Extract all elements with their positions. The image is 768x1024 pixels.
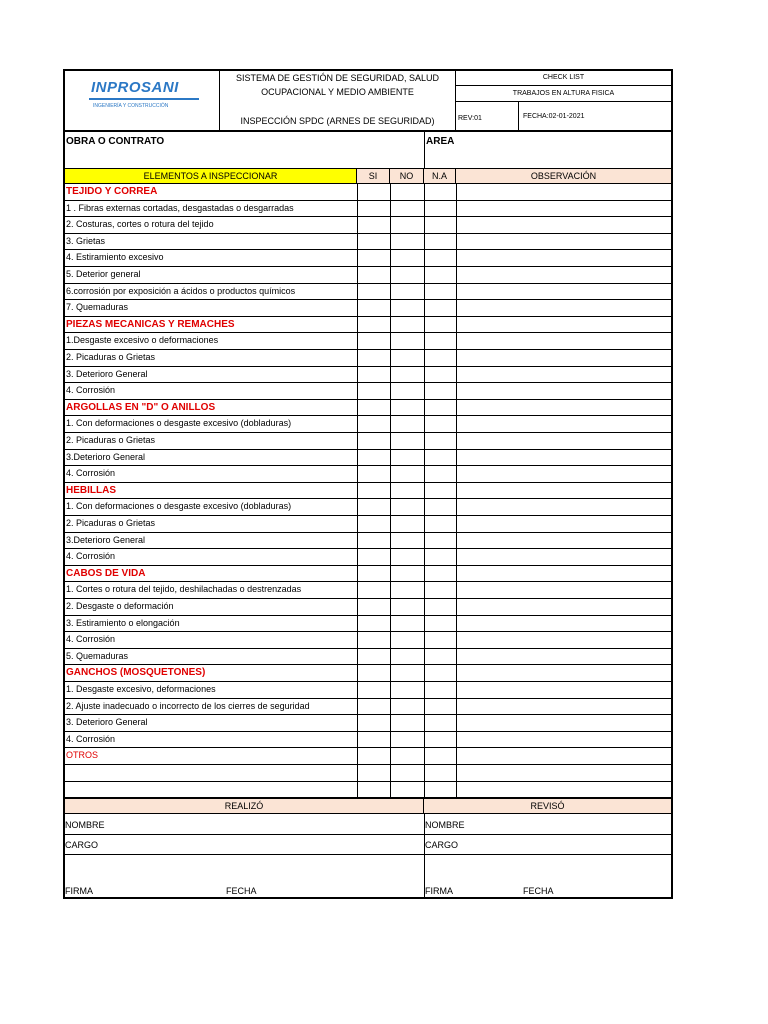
table-row [63, 267, 673, 284]
table-row [63, 582, 673, 599]
check-cell-no[interactable] [390, 383, 391, 399]
observation-cell[interactable] [456, 765, 457, 781]
check-cell-si[interactable] [357, 765, 358, 781]
check-cell-na[interactable] [424, 217, 425, 233]
check-cell-na[interactable] [424, 284, 425, 300]
checklist-item: 2. Picaduras o Grietas [66, 352, 156, 362]
check-cell-si[interactable] [357, 616, 358, 632]
table-row [63, 748, 673, 765]
check-cell-si[interactable] [357, 466, 358, 482]
check-cell-na[interactable] [424, 250, 425, 266]
observation-cell[interactable] [456, 582, 457, 598]
check-cell-no[interactable] [390, 649, 391, 665]
check-cell-na[interactable] [424, 782, 425, 798]
observation-cell[interactable] [456, 715, 457, 731]
check-cell-no[interactable] [390, 267, 391, 283]
observation-cell[interactable] [456, 367, 457, 383]
section-row [63, 665, 673, 682]
checklist-item: 1. Desgaste excesivo, deformaciones [66, 684, 216, 694]
observation-cell[interactable] [456, 632, 457, 648]
check-cell-si[interactable] [357, 665, 358, 681]
check-cell-no[interactable] [390, 234, 391, 250]
checklist-item: 3. Deterioro General [66, 368, 148, 379]
observation-cell[interactable] [456, 250, 457, 266]
section-row [63, 566, 673, 583]
check-cell-na[interactable] [424, 549, 425, 565]
check-cell-no[interactable] [390, 516, 391, 532]
fecha-label-left: FECHA [226, 886, 257, 897]
table-row [63, 533, 673, 550]
check-cell-no[interactable] [390, 582, 391, 598]
observation-cell[interactable] [456, 400, 457, 416]
check-cell-si[interactable] [357, 317, 358, 333]
check-cell-na[interactable] [424, 533, 425, 549]
footer-hline2 [65, 854, 671, 855]
checklist-item: 3. Estiramiento o elongación [66, 617, 180, 628]
footer-hline1 [65, 834, 671, 835]
check-cell-no[interactable] [390, 616, 391, 632]
observation-cell[interactable] [456, 466, 457, 482]
check-cell-si[interactable] [357, 350, 358, 366]
area-label: AREA [426, 136, 455, 147]
observation-cell[interactable] [456, 665, 457, 681]
check-cell-na[interactable] [424, 184, 425, 200]
check-cell-no[interactable] [390, 566, 391, 582]
table-row [63, 383, 673, 400]
checklist-item: 1. Con deformaciones o desgaste excesivo (dobladuras) [66, 501, 292, 512]
check-cell-na[interactable] [424, 715, 425, 731]
observation-cell[interactable] [456, 217, 457, 233]
check-cell-no[interactable] [390, 416, 391, 432]
table-row [63, 450, 673, 467]
header-right-hline1 [455, 85, 671, 86]
table-row [63, 599, 673, 616]
checklist-item: 5. Deterior general [66, 269, 141, 279]
observation-cell[interactable] [456, 350, 457, 366]
observation-cell[interactable] [456, 433, 457, 449]
check-cell-si[interactable] [357, 300, 358, 316]
table-row [63, 416, 673, 433]
checklist-item: 2. Ajuste inadecuado o incorrecto de los cierres de seguridad [66, 700, 310, 711]
col-observacion: OBSERVACIÓN [456, 169, 671, 183]
check-cell-si[interactable] [357, 284, 358, 300]
check-cell-si[interactable] [357, 533, 358, 549]
firma-label-left: FIRMA [65, 886, 93, 897]
check-cell-si[interactable] [357, 748, 358, 764]
rev-label: REV:01 [458, 115, 482, 122]
checklist-item: 1 . Fibras externas cortadas, desgastadas o desgarradas [66, 202, 294, 213]
checklist-item: 2. Picaduras o Grietas [66, 435, 156, 445]
observation-cell[interactable] [456, 267, 457, 283]
observation-cell[interactable] [456, 566, 457, 582]
checklist-item: 1. Con deformaciones o desgaste excesivo (dobladuras) [66, 418, 292, 429]
table-row [63, 217, 673, 234]
rev-divider [518, 102, 519, 130]
cargo-label-right: CARGO [425, 840, 459, 851]
logo-name: INPROSANI [91, 79, 179, 96]
obra-area-divider [424, 132, 425, 168]
table-row [63, 201, 673, 218]
section-row [63, 184, 673, 201]
check-cell-na[interactable] [424, 333, 425, 349]
checklist-item: 4. Corrosión [66, 468, 116, 479]
table-row [63, 699, 673, 716]
check-cell-si[interactable] [357, 715, 358, 731]
check-cell-si[interactable] [357, 367, 358, 383]
checklist-item: 2. Picaduras o Grietas [66, 518, 156, 528]
nombre-label-right: NOMBRE [425, 820, 465, 831]
section-row [63, 317, 673, 334]
check-cell-no[interactable] [390, 665, 391, 681]
realizo-header: REALIZÓ [65, 799, 424, 814]
logo-tagline: INGENIERÍA Y CONSTRUCCIÓN [93, 103, 169, 109]
section-row [63, 483, 673, 500]
observation-cell[interactable] [456, 748, 457, 764]
check-cell-si[interactable] [357, 184, 358, 200]
check-cell-si[interactable] [357, 217, 358, 233]
inspection-title: INSPECCIÓN SPDC (ARNES DE SEGURIDAD) [240, 116, 435, 126]
checklist-item: 1. Cortes o rotura del tejido, deshilachadas o destrenzadas [66, 584, 302, 595]
nombre-label-left: NOMBRE [65, 820, 105, 831]
check-cell-na[interactable] [424, 632, 425, 648]
check-cell-na[interactable] [424, 416, 425, 432]
section-title: ARGOLLAS EN "D" O ANILLOS [66, 401, 216, 413]
check-cell-na[interactable] [424, 450, 425, 466]
check-cell-na[interactable] [424, 665, 425, 681]
checklist-item: 3. Deterioro General [66, 717, 148, 728]
check-cell-na[interactable] [424, 649, 425, 665]
check-cell-no[interactable] [390, 333, 391, 349]
cargo-label-left: CARGO [65, 840, 99, 851]
check-list-label: CHECK LIST [542, 74, 585, 81]
checklist-item: 2. Costuras, cortes o rotura del tejido [66, 219, 214, 230]
checklist-item: 3.Deterioro General [66, 534, 146, 545]
check-cell-si[interactable] [357, 632, 358, 648]
check-cell-si[interactable] [357, 383, 358, 399]
checklist-item: 2. Desgaste o deformación [66, 601, 174, 611]
table-row [63, 234, 673, 251]
check-cell-na[interactable] [424, 383, 425, 399]
date-label: FECHA:02-01-2021 [523, 113, 585, 120]
observation-cell[interactable] [456, 732, 457, 748]
company-logo [65, 71, 220, 130]
col-si: SI [357, 169, 390, 183]
check-cell-na[interactable] [424, 732, 425, 748]
section-title: TEJIDO Y CORREA [66, 186, 158, 197]
table-row [63, 499, 673, 516]
table-row [63, 715, 673, 732]
col-elementos: ELEMENTOS A INSPECCIONAR [65, 169, 357, 183]
check-cell-no[interactable] [390, 284, 391, 300]
check-cell-no[interactable] [390, 367, 391, 383]
check-cell-si[interactable] [357, 499, 358, 515]
check-cell-si[interactable] [357, 516, 358, 532]
observation-cell[interactable] [456, 450, 457, 466]
check-cell-na[interactable] [424, 516, 425, 532]
observation-cell[interactable] [456, 201, 457, 217]
check-cell-si[interactable] [357, 699, 358, 715]
check-cell-no[interactable] [390, 782, 391, 798]
check-cell-no[interactable] [390, 748, 391, 764]
section-title: GANCHOS (MOSQUETONES) [66, 667, 206, 679]
table-row [63, 433, 673, 450]
check-cell-si[interactable] [357, 267, 358, 283]
check-cell-no[interactable] [390, 632, 391, 648]
check-cell-no[interactable] [390, 549, 391, 565]
check-cell-na[interactable] [424, 748, 425, 764]
check-cell-na[interactable] [424, 300, 425, 316]
section-title: HEBILLAS [66, 484, 116, 496]
check-cell-na[interactable] [424, 499, 425, 515]
check-cell-na[interactable] [424, 582, 425, 598]
table-row [63, 284, 673, 301]
checklist-item: 4. Corrosión [66, 551, 116, 562]
check-cell-si[interactable] [357, 333, 358, 349]
section-title: PIEZAS MECANICAS Y REMACHES [66, 318, 235, 330]
check-cell-na[interactable] [424, 682, 425, 698]
obra-label: OBRA O CONTRATO [66, 136, 165, 147]
observation-cell[interactable] [456, 516, 457, 532]
check-cell-si[interactable] [357, 549, 358, 565]
checklist-item: 4. Estiramiento excesivo [66, 252, 164, 263]
check-cell-si[interactable] [357, 582, 358, 598]
check-cell-na[interactable] [424, 350, 425, 366]
check-cell-na[interactable] [424, 616, 425, 632]
observation-cell[interactable] [456, 300, 457, 316]
check-cell-na[interactable] [424, 267, 425, 283]
check-cell-no[interactable] [390, 466, 391, 482]
table-row [63, 367, 673, 384]
check-cell-si[interactable] [357, 649, 358, 665]
table-row [63, 549, 673, 566]
check-cell-no[interactable] [390, 201, 391, 217]
logo-underline [89, 98, 199, 100]
checklist-item: 3.Deterioro General [66, 451, 146, 462]
col-na: N.A [424, 169, 456, 183]
table-row [63, 516, 673, 533]
checklist-item: 7. Quemaduras [66, 302, 129, 313]
check-cell-si[interactable] [357, 682, 358, 698]
check-cell-no[interactable] [390, 732, 391, 748]
col-no: NO [390, 169, 424, 183]
table-row [63, 732, 673, 749]
check-cell-no[interactable] [390, 533, 391, 549]
checklist-item: 4. Corrosión [66, 733, 116, 744]
check-cell-na[interactable] [424, 483, 425, 499]
section-row [63, 400, 673, 417]
fecha-label-right: FECHA [523, 886, 554, 897]
system-title-line1: SISTEMA DE GESTIÓN DE SEGURIDAD, SALUD [235, 73, 440, 83]
check-cell-no[interactable] [390, 682, 391, 698]
check-cell-si[interactable] [357, 433, 358, 449]
checklist-item: 4. Corrosión [66, 385, 116, 396]
check-cell-no[interactable] [390, 317, 391, 333]
observation-cell[interactable] [456, 699, 457, 715]
observation-cell[interactable] [456, 317, 457, 333]
otros-label: OTROS [66, 750, 99, 761]
check-cell-na[interactable] [424, 466, 425, 482]
check-cell-na[interactable] [424, 400, 425, 416]
observation-cell[interactable] [456, 284, 457, 300]
observation-cell[interactable] [456, 383, 457, 399]
checklist-item: 6.corrosión por exposición a ácidos o productos químicos [66, 285, 296, 296]
check-cell-na[interactable] [424, 433, 425, 449]
table-row [63, 350, 673, 367]
check-cell-no[interactable] [390, 599, 391, 615]
check-cell-no[interactable] [390, 450, 391, 466]
observation-cell[interactable] [456, 782, 457, 798]
table-row [63, 782, 673, 799]
check-cell-na[interactable] [424, 566, 425, 582]
check-cell-no[interactable] [390, 400, 391, 416]
check-cell-no[interactable] [390, 184, 391, 200]
work-type-label: TRABAJOS EN ALTURA FISICA [512, 90, 615, 97]
observation-cell[interactable] [456, 499, 457, 515]
observation-cell[interactable] [456, 416, 457, 432]
firma-label-right: FIRMA [425, 886, 453, 897]
check-cell-si[interactable] [357, 416, 358, 432]
check-cell-si[interactable] [357, 782, 358, 798]
check-cell-si[interactable] [357, 201, 358, 217]
check-cell-na[interactable] [424, 699, 425, 715]
check-cell-no[interactable] [390, 250, 391, 266]
table-row [63, 682, 673, 699]
check-cell-no[interactable] [390, 699, 391, 715]
check-cell-no[interactable] [390, 433, 391, 449]
check-cell-si[interactable] [357, 483, 358, 499]
observation-cell[interactable] [456, 234, 457, 250]
check-cell-no[interactable] [390, 300, 391, 316]
system-title-line2: OCUPACIONAL Y MEDIO AMBIENTE [261, 87, 414, 97]
check-cell-no[interactable] [390, 217, 391, 233]
header-right-hline2 [455, 101, 671, 102]
table-row [63, 632, 673, 649]
observation-cell[interactable] [456, 649, 457, 665]
table-row [63, 250, 673, 267]
checklist-item: 4. Corrosión [66, 634, 116, 645]
check-cell-si[interactable] [357, 450, 358, 466]
observation-cell[interactable] [456, 682, 457, 698]
observation-cell[interactable] [456, 333, 457, 349]
observation-cell[interactable] [456, 616, 457, 632]
section-title: CABOS DE VIDA [66, 567, 146, 579]
check-cell-na[interactable] [424, 367, 425, 383]
checklist-item: 3. Grietas [66, 235, 106, 246]
observation-cell[interactable] [456, 549, 457, 565]
checklist-item: 5. Quemaduras [66, 650, 129, 661]
observation-cell[interactable] [456, 533, 457, 549]
table-row [63, 765, 673, 782]
check-cell-si[interactable] [357, 250, 358, 266]
table-row [63, 333, 673, 350]
check-cell-na[interactable] [424, 201, 425, 217]
table-row [63, 616, 673, 633]
check-cell-na[interactable] [424, 317, 425, 333]
check-cell-si[interactable] [357, 234, 358, 250]
table-row [63, 466, 673, 483]
table-row [63, 649, 673, 666]
check-cell-na[interactable] [424, 599, 425, 615]
check-cell-no[interactable] [390, 715, 391, 731]
reviso-header: REVISÓ [424, 799, 671, 814]
check-cell-no[interactable] [390, 483, 391, 499]
checklist-item: 1.Desgaste excesivo o deformaciones [66, 335, 219, 346]
check-cell-no[interactable] [390, 350, 391, 366]
check-cell-si[interactable] [357, 566, 358, 582]
check-cell-si[interactable] [357, 599, 358, 615]
table-row [63, 300, 673, 317]
observation-cell[interactable] [456, 599, 457, 615]
check-cell-si[interactable] [357, 732, 358, 748]
observation-cell[interactable] [456, 483, 457, 499]
check-cell-no[interactable] [390, 765, 391, 781]
check-cell-na[interactable] [424, 765, 425, 781]
check-cell-na[interactable] [424, 234, 425, 250]
check-cell-si[interactable] [357, 400, 358, 416]
observation-cell[interactable] [456, 184, 457, 200]
check-cell-no[interactable] [390, 499, 391, 515]
